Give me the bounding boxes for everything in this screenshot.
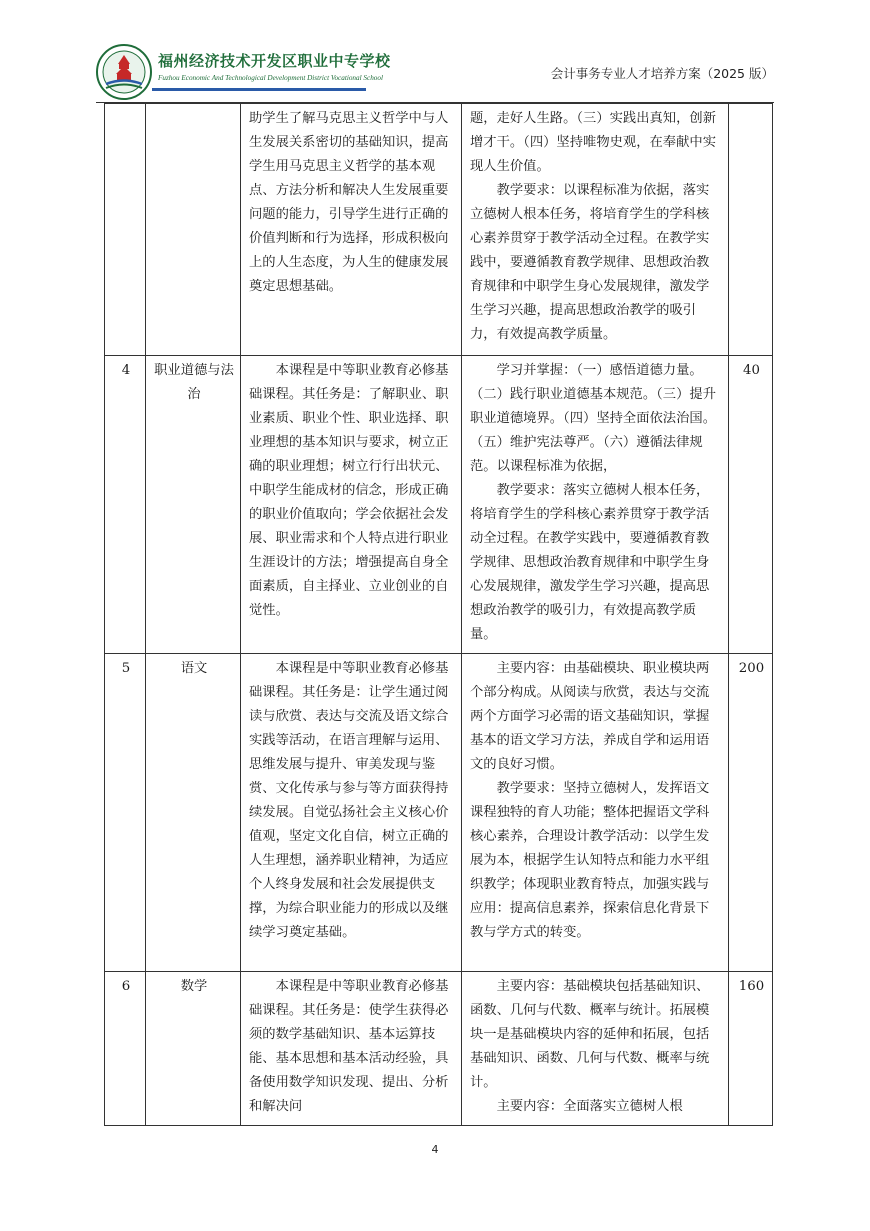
document-title: 会计事务专业人才培养方案（2025 版） — [550, 66, 774, 81]
table-row — [105, 654, 773, 972]
course-name: 语文 — [146, 654, 241, 972]
course-content-paragraph: 学习并掌握：（一）感悟道德力量。（二）践行职业道德基本规范。（三）提升职业道德境界。（四）坚持全面依法治国。（五）维护宪法尊严。（六）遵循法律规范。以课程标准为依据， — [470, 363, 716, 474]
course-content — [462, 356, 729, 654]
course-name: 数学 — [146, 972, 241, 1126]
course-task-text: 助学生了解马克思主义哲学中与人生发展关系密切的基础知识，提高学生用马克思主义哲学的基本观点、方法分析和解决人生发展重要问题的能力，引导学生进行正确的价值判断和行为选择，形成积极向上的人生态度，为人生的健康发展奠定思想基础。 — [249, 111, 449, 294]
course-name — [146, 104, 241, 356]
school-name-en: Fuzhou Economic And Technological Development District Vocational School — [158, 74, 383, 82]
course-task — [241, 356, 462, 654]
school-emblem-icon — [96, 44, 152, 100]
course-name: 职业道德与法治 — [146, 356, 241, 654]
table-row — [105, 972, 773, 1126]
course-hours — [729, 104, 773, 356]
course-task — [241, 104, 462, 356]
course-task-text: 本课程是中等职业教育必修基础课程。其任务是：让学生通过阅读与欣赏、表达与交流及语文综合实践等活动，在语言理解与运用、思维发展与提升、审美发现与鉴赏、文化传承与参与等方面获得持续发展。自觉弘扬社会主义核心价值观，坚定文化自信，树立正确的人生理想，涵养职业精神，为适应个人终身发展和社会发展提供支撑，为综合职业能力的形成以及继续学习奠定基础。 — [249, 661, 449, 940]
course-number: 6 — [105, 972, 146, 1126]
table-row — [105, 356, 773, 654]
course-hours: 200 — [729, 654, 773, 972]
course-content-paragraph: 教学要求：落实立德树人根本任务，将培育学生的学科核心素养贯穿于教学活动全过程。在教学实践中，要遵循教育教学规律、思想政治教育规律和中职学生身心发展规律，激发学生学习兴趣，提高思想政治教学的吸引力，有效提高教学质量。 — [470, 483, 710, 642]
course-content-paragraph: 教学要求：以课程标准为依据，落实立德树人根本任务，将培育学生的学科核心素养贯穿于教学活动全过程。在教学实践中，要遵循教育教学规律、思想政治教育规律和中职学生身心发展规律，激发学生学习兴趣，提高思想政治教学的吸引力，有效提高教学质量。 — [470, 183, 710, 342]
table-row — [105, 104, 773, 356]
course-content-paragraph: 题，走好人生路。（三）实践出真知，创新增才干。（四）坚持唯物史观，在奉献中实现人生价值。 — [470, 111, 716, 174]
course-content — [462, 104, 729, 356]
course-number — [105, 104, 146, 356]
course-content — [462, 972, 729, 1126]
course-content-paragraph: 主要内容：全面落实立德树人根 — [496, 1099, 683, 1114]
course-task — [241, 972, 462, 1126]
page-header — [96, 40, 774, 102]
course-content — [462, 654, 729, 972]
course-hours: 160 — [729, 972, 773, 1126]
course-content-paragraph: 主要内容：基础模块包括基础知识、函数、几何与代数、概率与统计。拓展模块一是基础模块内容的延伸和拓展，包括基础知识、函数、几何与代数、概率与统计。 — [470, 979, 710, 1090]
course-content-paragraph: 教学要求：坚持立德树人，发挥语文课程独特的育人功能；整体把握语文学科核心素养，合理设计教学活动：以学生发展为本，根据学生认知特点和能力水平组织教学；体现职业教育特点，加强实践与应用：提高信息素养，探索信息化背景下教与学方式的转变。 — [470, 781, 710, 940]
course-number: 5 — [105, 654, 146, 972]
school-name-cn: 福州经济技术开发区职业中专学校 — [158, 52, 391, 70]
page-number: 4 — [431, 1143, 439, 1156]
course-content-paragraph: 主要内容：由基础模块、职业模块两个部分构成。从阅读与欣赏，表达与交流两个方面学习必需的语文基础知识，掌握基本的语文学习方法，养成自学和运用语文的良好习惯。 — [470, 661, 710, 772]
course-task — [241, 654, 462, 972]
course-number: 4 — [105, 356, 146, 654]
course-task-text: 本课程是中等职业教育必修基础课程。其任务是：使学生获得必须的数学基础知识、基本运算技能、基本思想和基本活动经验，具备使用数学知识发现、提出、分析和解决问 — [249, 979, 449, 1114]
course-task-text: 本课程是中等职业教育必修基础课程。其任务是：了解职业、职业素质、职业个性、职业选择、职业理想的基本知识与要求，树立正确的职业理想；树立行行出状元、中职学生能成材的信念，形成正确的职业价值取向；学会依据社会发展、职业需求和个人特点进行职业生涯设计的方法；增强提高自身全面素质，自主择业、立业创业的自觉性。 — [249, 363, 449, 618]
logo-underline — [152, 88, 366, 91]
course-table — [104, 103, 773, 1126]
course-hours: 40 — [729, 356, 773, 654]
